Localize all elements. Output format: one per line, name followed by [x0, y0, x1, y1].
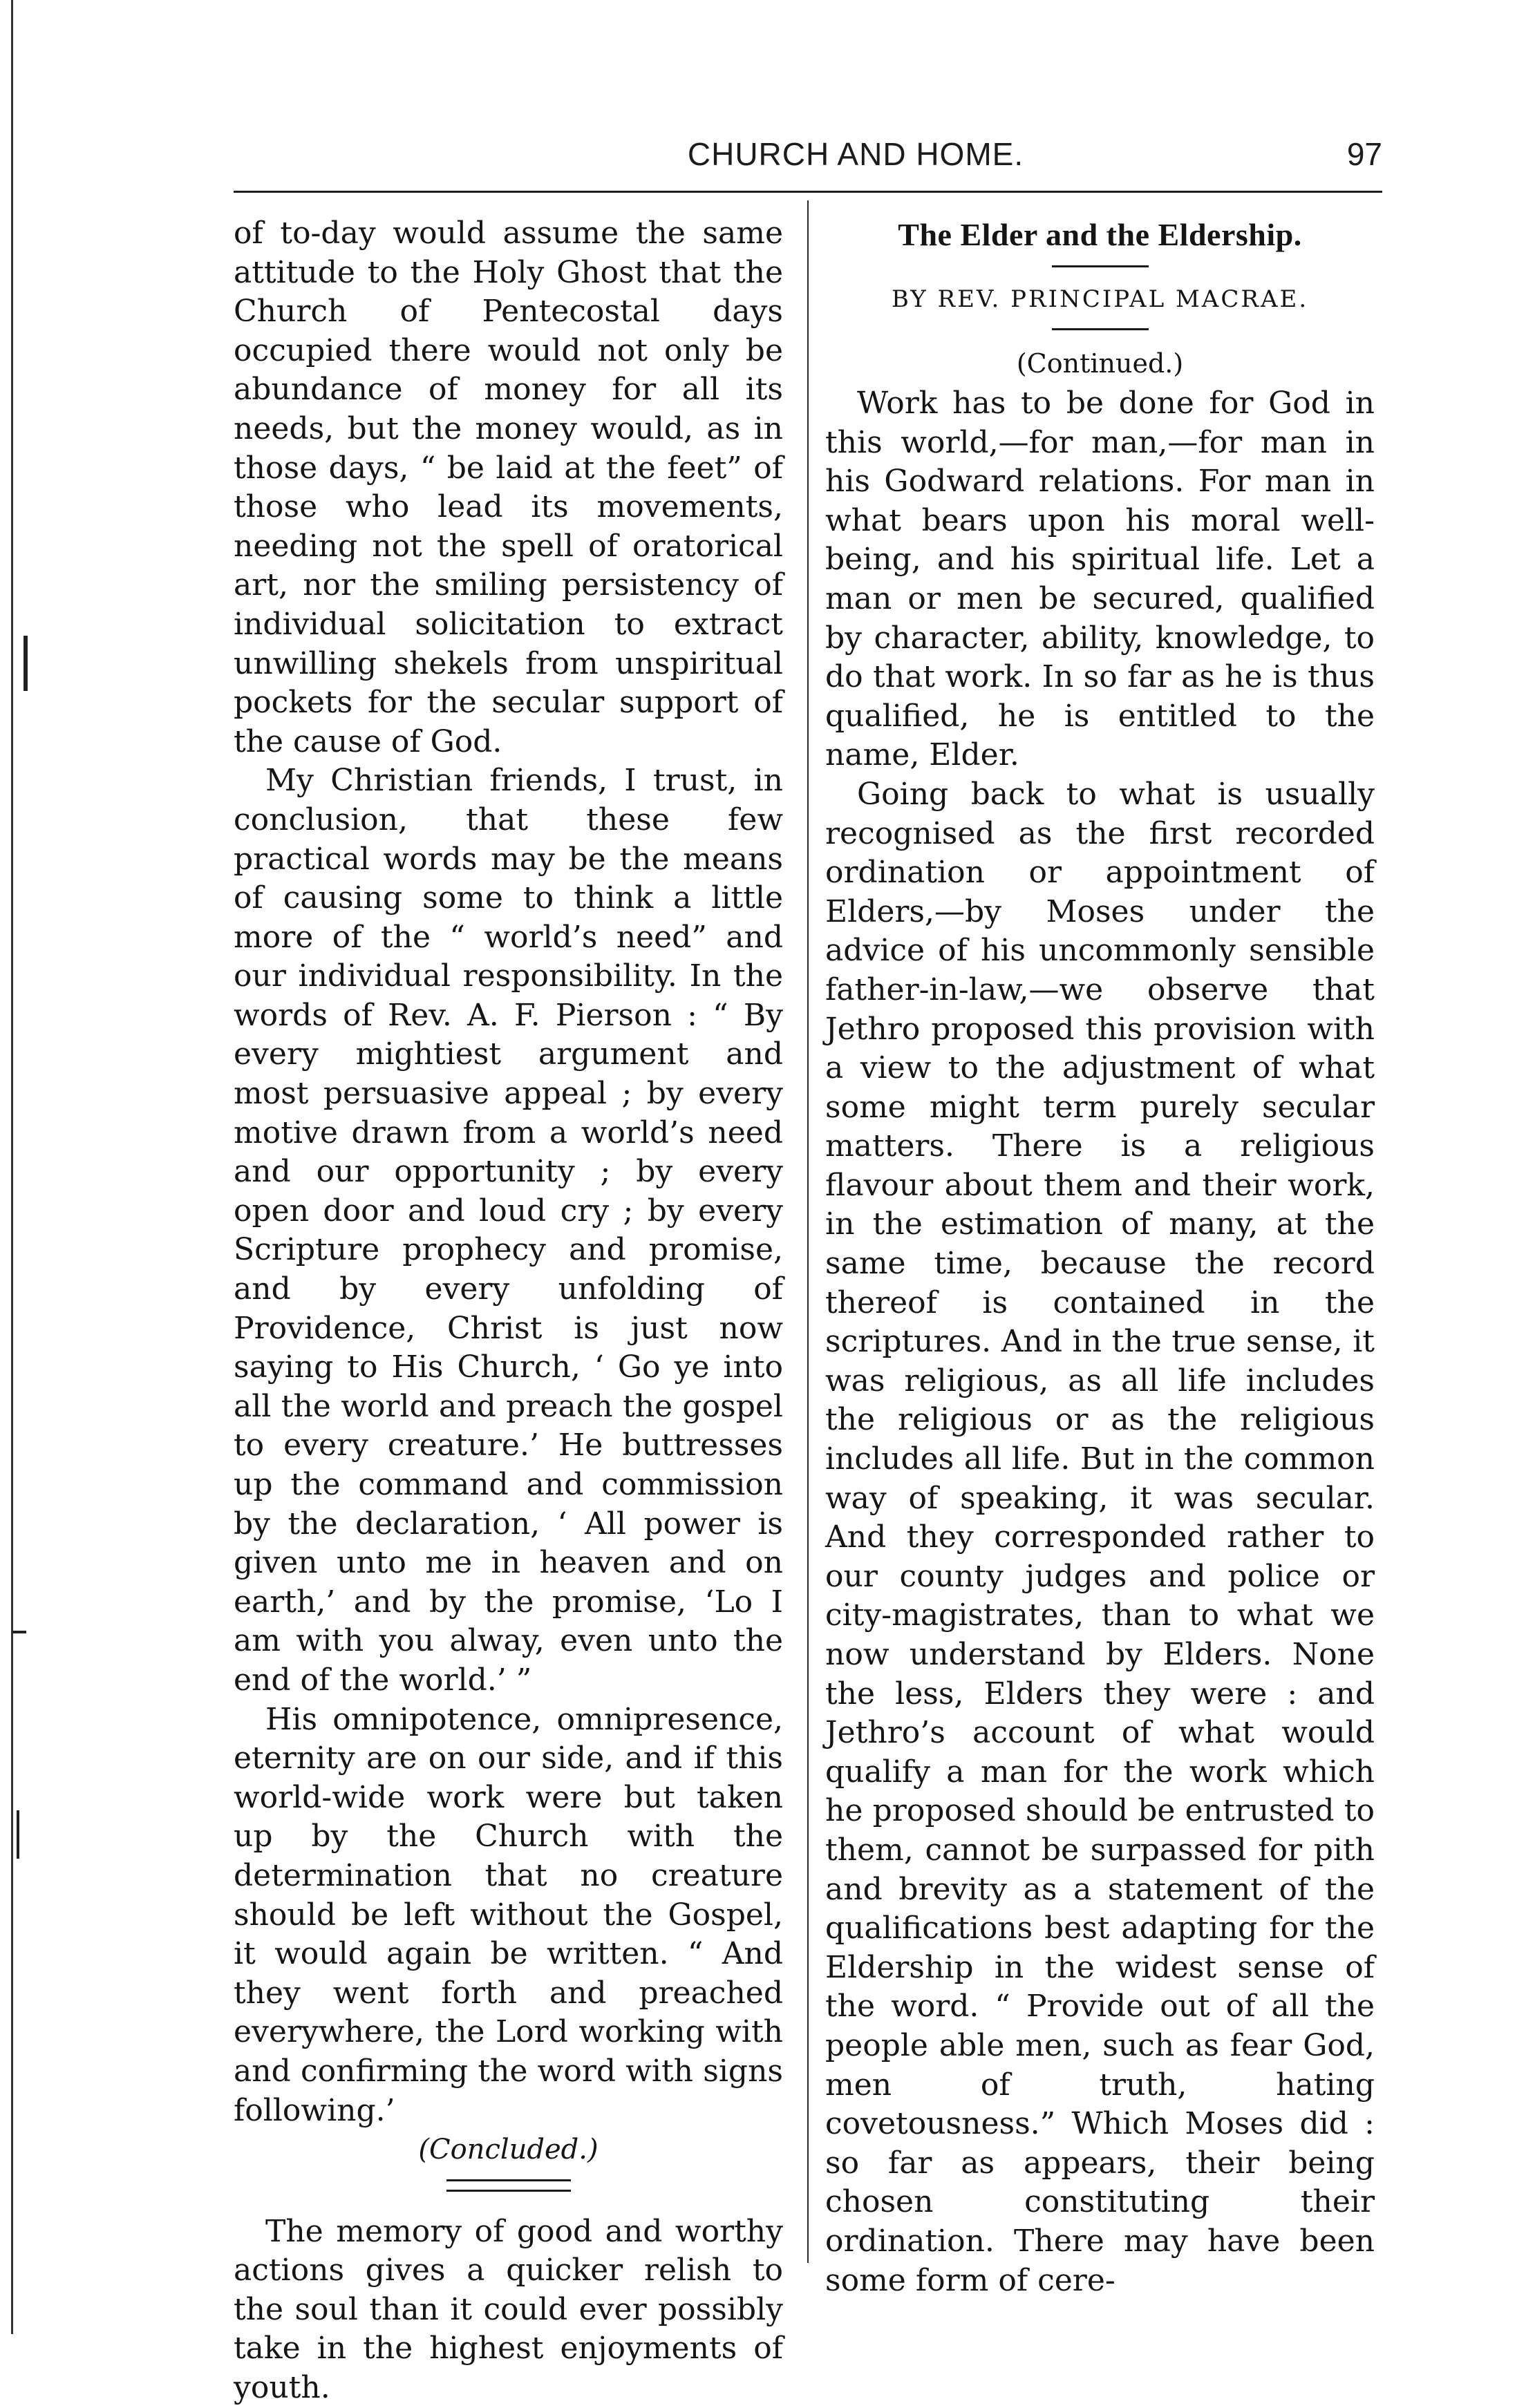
paragraph: His omnipotence, omnipresence, eternity are on our side, and if this world-wide work were but taken up by the Church with the determination that no creature should be left without the Gospel, it would again be written. “ And they went forth and preached everywhere, the Lord working with and confirming the word with signs following.’: [234, 1701, 783, 2128]
title-rule: [1052, 265, 1149, 267]
article-title: The Elder and the Eldership.: [898, 217, 1302, 252]
scan-left-edge: [11, 0, 13, 2334]
column-divider: [807, 200, 809, 2263]
byline: BY REV. PRINCIPAL MACRAE.: [891, 285, 1309, 313]
paragraph: My Christian friends, I trust, in conclusion, that these few practical words may be the means of causing some to think a little more of the “ world’s need” and our individual responsibility. In the words of Rev. A. F. Pierson : “ By every mightiest argument and most persuasive appeal ; by every motive drawn from a world’s need and our opportunity ; by every open door and loud cry ; by every Scripture prophecy and promise, and by every unfolding of Providence, Christ is just now saying to His Church, ‘ Go ye into all the world and preach the gospel to every creature.’ He buttresses up the command and commission by the declaration, ‘ All power is given unto me in heaven and on earth,’ and by the promise, ‘Lo I am with you alway, even unto the end of the world.’ ”: [234, 763, 783, 1698]
paragraph: Work has to be done for God in this world,—for man,—for man in his Godward relations. For man in what bears upon his moral well-being, and his spiritual life. Let a man or men be secured, qualified by character, ability, knowledge, to do that work. In so far as he is thus qualified, he is entitled to the name, Elder.: [825, 386, 1375, 773]
continued-note: (Continued.): [1016, 348, 1184, 379]
margin-mark: [17, 1810, 19, 1859]
margin-mark: [23, 636, 28, 691]
double-rule-divider: [446, 2179, 571, 2192]
left-column: [234, 214, 783, 2408]
margin-mark: [12, 1631, 26, 1633]
concluded-note: (Concluded.): [418, 2134, 599, 2166]
paragraph: of to-day would assume the same attitude to the Holy Ghost that the Church of Pentecostal days occupied there would not only be abundance of money for all its needs, but the money would, as in those days, “ be laid at the feet” of those who lead its movements, needing not the spell of oratorical art, nor the smiling persistency of individual solicitation to extract unwilling shekels from unspiritual pockets for the secular support of the cause of God.: [234, 216, 783, 759]
running-title: CHURCH AND HOME.: [687, 136, 1024, 172]
byline-rule: [1052, 328, 1149, 330]
paragraph: Going back to what is usually recognised as the first recorded ordination or appointment of Elders,—by Moses under the advice of his uncommonly sensible father-in-law,—we observe that Jethro proposed this provision with a view to the adjustment of what some might term purely secular matters. There is a religious flavour about them and their work, in the estimation of many, at the same time, because the record thereof is contained in the scriptures. And in the true sense, it was religious, as all life includes the religious or as the religious includes all life. But in the common way of speaking, it was secular. And they corresponded rather to our county judges and police or city-magistrates, than to what we now understand by Elders. None the less, Elders they were : and Jethro’s account of what would qualify a man for the work which he proposed should be entrusted to them, cannot be surpassed for pith and brevity as a statement of the qualifications best adapting for the Eldership in the widest sense of the word. “ Provide out of all the people able men, such as fear God, men of truth, hating covetousness.” Which Moses did : so far as appears, their being chosen constituting their ordination. There may have been some form of cere-: [825, 776, 1375, 2298]
right-column: [825, 214, 1375, 2300]
page-header: [234, 135, 1382, 177]
header-rule: [234, 191, 1382, 193]
page-number: 97: [1346, 136, 1382, 172]
closing-paragraph: The memory of good and worthy actions gives a quicker relish to the soul than it could ever possibly take in the highest enjoyments of youth.: [234, 2213, 783, 2406]
